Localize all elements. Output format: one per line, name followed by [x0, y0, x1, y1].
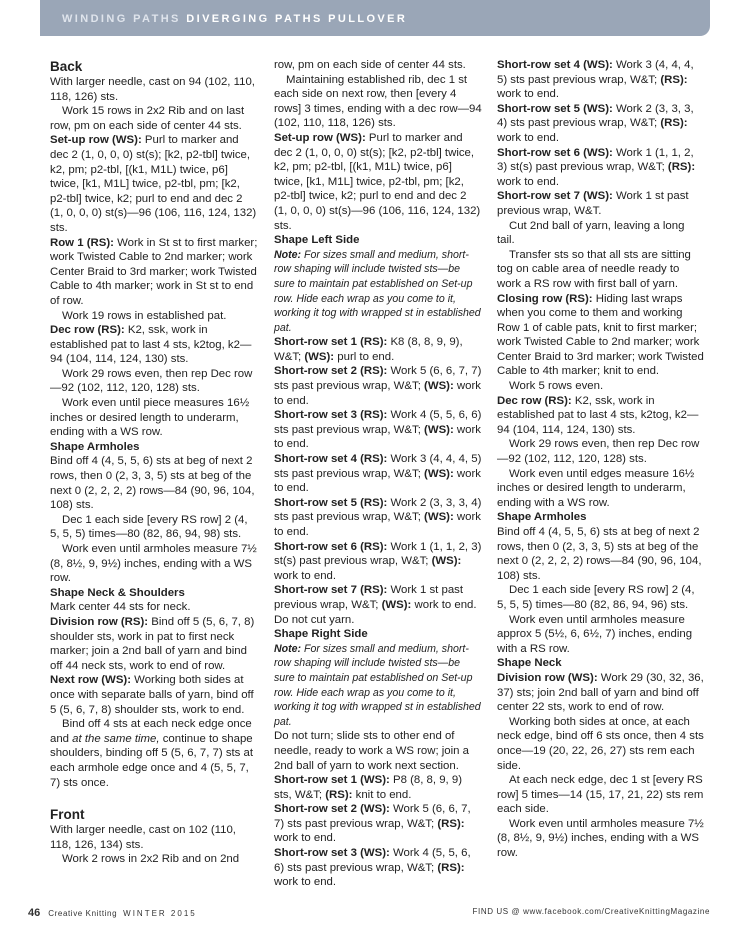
- footer-left: [28, 907, 197, 919]
- paragraph: Work even until edges measure 16½ inches or desired length to underarm, ending with a WS row.: [497, 467, 695, 509]
- row-text: work to end.: [274, 423, 481, 451]
- paragraph: Work even until piece measures 16½ inches or desired length to underarm, ending with a WS row.: [50, 397, 250, 439]
- row-text: work to end.: [497, 88, 560, 101]
- paragraph: [497, 671, 705, 715]
- row-label: Next row (WS):: [50, 674, 131, 687]
- row-label: Row 1 (RS):: [50, 236, 114, 249]
- row-text: Bind off 4 sts at each neck edge once and: [50, 718, 252, 745]
- row-text: work to end.: [497, 131, 560, 144]
- paragraph: [274, 583, 482, 627]
- paragraph: [274, 131, 482, 233]
- row-text: Work 3 (4, 4, 4, 5) sts past previous wrap, W&T;: [274, 453, 482, 480]
- row-label: Short-row set 5 (WS):: [497, 102, 613, 115]
- row-text: Purl to marker and dec 2 (1, 0, 0, 0) st(s); [k2, p2-tbl] twice, k2, pm; p2-tbl, [(k1, M1L) twice, p6] twice, [k1, M1L] twice, p2-tbl, pm; [k2, p2-tbl] twice, k2; purl to end and dec 2 (1, 0, 0, 0) st(s)—96 (106, 116, 124, 132) sts.: [50, 134, 257, 234]
- paragraph: Work even until armholes measure 7½ (8, 8½, 9, 9½) inches, ending with a WS row.: [497, 817, 704, 860]
- row-text: K2, ssk, work in established pat to last 4 sts, k2tog, k2—94 (104, 114, 124, 130) sts.: [497, 394, 699, 436]
- paragraph: Do not turn; slide sts to other end of needle, ready to work a WS row; join a 2nd ball of yarn to work next section.: [274, 730, 469, 772]
- row-label: Short-row set 4 (RS):: [274, 453, 388, 466]
- row-label: Short-row set 6 (RS):: [274, 540, 388, 553]
- paragraph: [497, 146, 705, 190]
- row-text: Hiding last wraps when you come to them and working Row 1 of cable pats, knit to first marker; work Twisted Cable to 2nd marker; work Center Braid to 3rd marker; work Twisted Cable to 4th marker; knit to end.: [497, 292, 704, 378]
- row-label: Short-row set 2 (WS):: [274, 803, 390, 816]
- row-label: Short-row set 3 (RS):: [274, 409, 388, 422]
- paragraph: Bind off 4 (4, 5, 5, 6) sts at beg of next 2 rows, then 0 (2, 3, 3, 5) sts at beg of the next 0 (2, 2, 2, 2) rows—84 (90, 96, 104, 108) sts.: [50, 455, 255, 512]
- row-text: work to end.: [274, 467, 481, 495]
- row-text: work to end.: [274, 569, 337, 582]
- row-text: work to end.: [274, 380, 481, 407]
- row-text: Work 1 st past previous wrap, W&T.: [497, 190, 689, 217]
- paragraph: [497, 58, 705, 102]
- row-label: Short-row set 6 (WS):: [497, 146, 613, 159]
- paragraph: Work 2 rows in 2x2 Rib and on 2nd: [62, 853, 240, 866]
- back-heading: Back: [50, 59, 83, 74]
- footer-social-link[interactable]: FIND US @ www.facebook.com/CreativeKnittingMagazine: [472, 907, 710, 916]
- row-text: Work 2 (3, 3, 3, 4) sts past previous wrap, W&T;: [497, 102, 694, 130]
- row-label: Set-up row (WS):: [50, 134, 142, 147]
- column-3: [497, 58, 705, 861]
- row-text: Work 5 (6, 6, 7, 7) sts past previous wrap, W&T;: [274, 803, 471, 830]
- paragraph: Work 29 rows even, then rep Dec row—92 (102, 112, 120, 128) sts.: [497, 438, 700, 466]
- note: [274, 642, 482, 730]
- paragraph: Mark center 44 sts for neck.: [50, 601, 191, 614]
- row-text: Working both sides at once with separate balls of yarn, bind off 5 (5, 6, 7, 8) shoulder sts, work to end.: [50, 674, 254, 716]
- paragraph: [50, 615, 258, 673]
- row-text: Work 2 (3, 3, 3, 4) sts past previous wrap, W&T;: [274, 496, 482, 524]
- row-label: Short-row set 4 (WS):: [497, 59, 613, 71]
- paragraph: [497, 292, 705, 380]
- paragraph: Working both sides at once, at each neck edge, bind off 6 sts once, then 4 sts once—19 (20, 22, 26, 27) sts rem each side.: [497, 715, 704, 772]
- row-label: (RS):: [660, 73, 688, 86]
- row-text: Work 29 (30, 32, 36, 37) sts; join 2nd ball of yarn and bind off center 22 sts, work to end of row.: [497, 671, 704, 714]
- note-text: For sizes small and medium, short-row shaping will include twisted sts—be sure to maintain pat established on Set-up row. Hide each wrap as you come to it, working it tog with wrapped st in established pat.: [274, 248, 481, 334]
- row-label: Short-row set 7 (RS):: [274, 584, 388, 597]
- paragraph: Work 15 rows in 2x2 Rib and on last row, pm on each side of center 44 sts.: [50, 105, 245, 132]
- row-label: (WS):: [424, 467, 454, 480]
- paragraph: Dec 1 each side [every RS row] 2 (4, 5, 5, 5) times—80 (82, 86, 94, 98) sts.: [50, 513, 248, 541]
- column-1: [50, 58, 258, 867]
- row-text: Work 1 (1, 1, 2, 3) st(s) past previous wrap, W&T;: [274, 540, 482, 568]
- paragraph: [274, 364, 482, 408]
- paragraph: [274, 408, 482, 452]
- row-text: Work in St st to first marker; work Twisted Cable to 2nd marker; work Center Braid to 3rd marker; work Twisted Cable to 4th marker; work in St st to end of row.: [50, 236, 258, 307]
- paragraph: With larger needle, cast on 94 (102, 110, 118, 126) sts.: [50, 76, 255, 103]
- row-text: work to end.: [274, 832, 337, 845]
- italic-text: at the same time,: [72, 732, 160, 745]
- paragraph: Work 29 rows even, then rep Dec row—92 (102, 112, 120, 128) sts.: [50, 367, 253, 395]
- note: [274, 248, 482, 336]
- row-label: (WS):: [431, 555, 462, 568]
- row-label: Short-row set 1 (RS):: [274, 336, 388, 349]
- section-heading: Shape Left Side: [274, 234, 360, 247]
- section-heading: Shape Armholes: [50, 440, 140, 453]
- paragraph: Maintaining established rib, dec 1 st each side on next row, then [every 4 rows] 3 times, ending with a dec row—94 (102, 110, 118, 126) sts.: [274, 73, 482, 130]
- row-label: (RS):: [667, 161, 696, 174]
- paragraph: Transfer sts so that all sts are sitting tog on cable area of needle ready to work a RS row with first ball of yarn.: [497, 248, 691, 290]
- header-bar: [40, 0, 710, 36]
- paragraph: Work even until armholes measure 7½ (8, 8½, 9, 9½) inches, ending with a WS row.: [50, 543, 257, 585]
- paragraph: [50, 323, 258, 367]
- row-label: (WS):: [304, 350, 335, 363]
- paragraph: [274, 773, 482, 802]
- paragraph: Work 19 rows in established pat.: [62, 309, 227, 322]
- magazine-name: Creative Knitting: [48, 909, 118, 918]
- row-text: P8 (8, 8, 9, 9) sts, W&T;: [274, 774, 462, 801]
- row-label: (WS):: [424, 423, 454, 436]
- row-label: Short-row set 5 (RS):: [274, 496, 388, 509]
- column-2: [274, 58, 482, 890]
- row-label: Dec row (RS):: [50, 324, 125, 337]
- paragraph: [274, 802, 482, 846]
- row-label: (RS):: [437, 861, 465, 874]
- row-label: Division row (WS):: [497, 671, 598, 684]
- section-heading: Shape Armholes: [497, 511, 587, 524]
- row-text: work to end.: [274, 511, 481, 538]
- section-heading: Shape Neck & Shoulders: [50, 586, 185, 599]
- paragraph: [497, 394, 705, 438]
- row-text: K8 (8, 8, 9, 9), W&T;: [274, 336, 463, 363]
- paragraph: [274, 452, 482, 496]
- note-label: Note:: [274, 642, 302, 655]
- row-text: Work 5 (6, 6, 7, 7) sts past previous wrap, W&T;: [274, 365, 482, 393]
- row-label: Short-row set 3 (WS):: [274, 847, 390, 860]
- page-number: 46: [28, 907, 41, 919]
- front-heading: Front: [50, 807, 85, 823]
- section-heading: Shape Right Side: [274, 628, 368, 641]
- row-text: continue to shape shoulders, binding off 5 (5, 6, 7, 7) sts at each armhole edge once and 4 (5, 5, 7, 7) sts once.: [50, 732, 254, 789]
- paragraph: [274, 540, 482, 584]
- row-label: (RS):: [325, 788, 353, 801]
- note-text: For sizes small and medium, short-row shaping will include twisted sts—be sure to maintain pat established on Set-up row. Hide each wrap as you come to it, working it tog with wrapped st in established pat.: [274, 642, 481, 728]
- row-label: Dec row (RS):: [497, 394, 572, 407]
- paragraph: [497, 102, 705, 146]
- row-label: (RS):: [660, 117, 688, 130]
- header-series: WINDING PATHS: [62, 13, 181, 25]
- section-heading: Shape Neck: [497, 657, 562, 670]
- row-text: work to end.: [274, 876, 337, 889]
- paragraph: Cut 2nd ball of yarn, leaving a long tail.: [497, 219, 685, 247]
- row-label: Short-row set 2 (RS):: [274, 365, 388, 378]
- row-text: Work 1 st past previous wrap, W&T;: [274, 584, 464, 611]
- row-text: knit to end.: [352, 788, 412, 801]
- row-text: Bind off 5 (5, 6, 7, 8) shoulder sts, work in pat to first neck marker; join a 2nd ball of yarn and bind off 44 neck sts, work to end of row.: [50, 615, 255, 672]
- header-title: DIVERGING PATHS PULLOVER: [186, 13, 408, 25]
- row-label: (WS):: [381, 598, 412, 611]
- paragraph: [274, 496, 482, 540]
- issue-date: WINTER 2015: [123, 909, 197, 918]
- row-text: K2, ssk, work in established pat to last 4 sts, k2tog, k2—94 (104, 114, 124, 130) sts.: [50, 324, 252, 366]
- paragraph: [274, 335, 482, 364]
- paragraph: Dec 1 each side [every RS row] 2 (4, 5, 5, 5) times—80 (82, 86, 94, 96) sts.: [497, 584, 695, 611]
- row-text: Purl to marker and dec 2 (1, 0, 0, 0) st(s); [k2, p2-tbl] twice, k2, pm; p2-tbl, [(k1, M1L) twice, p6] twice, [k1, M1L] twice, p2-tbl, pm; [k2, p2-tbl] twice, k2; purl to end and dec 2 (1, 0, 0, 0) st(s)—96 (106, 116, 124, 132) sts.: [274, 131, 481, 232]
- note-label: Note:: [274, 248, 302, 261]
- row-text: Work 1 (1, 1, 2, 3) st(s) past previous wrap, W&T;: [497, 146, 694, 174]
- paragraph: [50, 717, 258, 790]
- row-label: (RS):: [437, 817, 465, 830]
- row-label: Closing row (RS):: [497, 292, 593, 305]
- paragraph: [50, 236, 258, 309]
- row-label: (WS):: [424, 380, 454, 393]
- paragraph: [274, 846, 482, 890]
- paragraph: Work 5 rows even.: [509, 380, 604, 393]
- paragraph: [50, 133, 258, 235]
- paragraph: row, pm on each side of center 44 sts.: [274, 59, 466, 71]
- paragraph: At each neck edge, dec 1 st [every RS row] 5 times—14 (15, 17, 21, 22) sts rem each side.: [497, 774, 704, 816]
- row-label: (WS):: [424, 511, 454, 524]
- row-label: Short-row set 7 (WS):: [497, 190, 613, 203]
- row-text: work to end. Do not cut yarn.: [274, 598, 477, 626]
- paragraph: [50, 673, 258, 717]
- row-label: Set-up row (WS):: [274, 131, 366, 144]
- paragraph: [497, 189, 705, 218]
- row-text: Work 4 (5, 5, 6, 6) sts past previous wrap, W&T;: [274, 409, 482, 436]
- row-text: purl to end.: [334, 350, 395, 363]
- paragraph: Work even until armholes measure approx 5 (5½, 6, 6½, 7) inches, ending with a RS row.: [497, 613, 693, 655]
- header-text: [62, 13, 407, 25]
- row-label: Short-row set 1 (WS):: [274, 774, 390, 787]
- paragraph: With larger needle, cast on 102 (110, 118, 126, 134) sts.: [50, 824, 236, 851]
- paragraph: Bind off 4 (4, 5, 5, 6) sts at beg of next 2 rows, then 0 (2, 3, 3, 5) sts at beg of the next 0 (2, 2, 2, 2) rows—84 (90, 96, 104, 108) sts.: [497, 526, 702, 582]
- row-text: work to end.: [497, 175, 560, 188]
- row-label: Division row (RS):: [50, 615, 149, 628]
- row-text: Work 3 (4, 4, 4, 5) sts past previous wrap, W&T;: [497, 59, 694, 86]
- row-text: Work 4 (5, 5, 6, 6) sts past previous wrap, W&T;: [274, 847, 471, 874]
